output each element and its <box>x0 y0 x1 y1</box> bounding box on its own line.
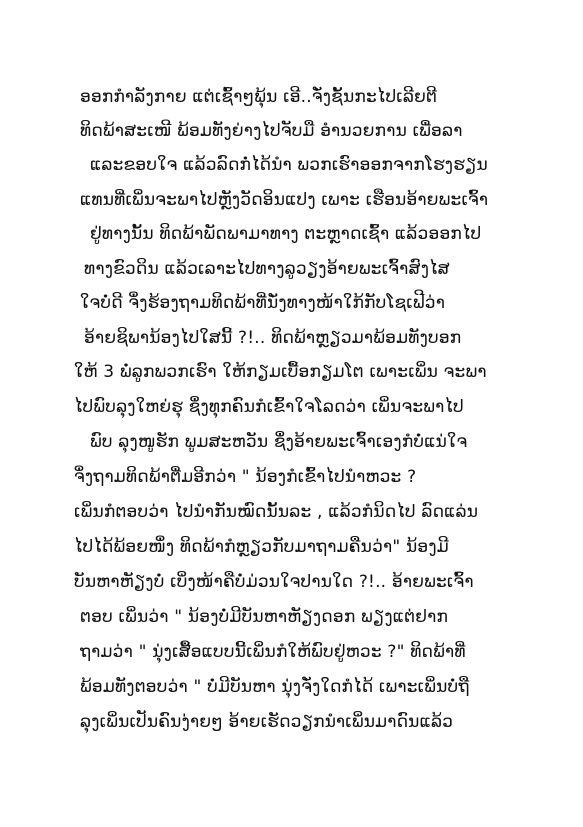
text-line-3: ແລະຂອບໃຈ ແລ້ວລົດກໍ່ໄດ້ນຳ ພວກເຮົາອອກຈາກໂຮງຮຽນ <box>90 155 488 175</box>
text-line-17: ຖາມວ່າ " ນຸ່ງເສື້ອແບບນີ້ເພິ່ນກໍໃຫ້ພົບຢູ່ຫວະ ?" ທິດພ້າທີ່ <box>80 642 466 662</box>
text-line-7: ໃຈບໍ່ດີ ຈຶ່ງຮ້ອງຖາມທິດພ້າທີ່ນັ່ງທາງໜ້າໃກ້ກັບໂຊເຟີວ່າ <box>80 293 446 313</box>
text-line-8: ອ້າຍຊິພານ້ອງໄປໃສນີ້ ?!.. ທິດພ້າຫຼຽວມາພ້ອມທັງບອກ <box>84 328 462 348</box>
text-line-10: ໄປພົບລຸງໃຫຍ່ຮຸ ຊຶ່ງທຸກຄົນກໍເຂົ້າໃຈໂລດວ່າ ເພິ່ນຈະພາໄປ <box>74 397 464 417</box>
text-line-19: ລຸງເພິ່ນເປັນຄົນງ່າຍໆ ອ້າຍເຮັດວຽກນຳເພິ່ນມາດົນແລ້ວ <box>80 712 454 732</box>
text-line-4: ແທນທີ່ເພິ່ນຈະພາໄປຫຼັງວັດອິນແປງ ເພາະ ເຮືອນອ້າຍພະເຈົ້າ <box>80 190 489 210</box>
text-line-11: ພົບ ລຸງໜູຮັກ ພູມສະຫວັນ ຊຶ່ງອ້າຍພະເຈົ້າເອງກໍບໍ່ແນ່ໃຈ <box>90 432 468 452</box>
text-line-18: ພ້ອມທັງຕອບວ່າ " ບໍ່ມີບັນຫາ ນຸ່ງຈັ່ງໃດກໍໄດ້ ເພາະເພິ່ນບໍ່ຖື <box>80 677 470 697</box>
text-line-5: ຢູ່ທາງນັ້ນ ທິດພ້າພັດພາມາທາງ ຕະຫຼາດເຊົ້າ ແລ້ວອອກໄປ <box>90 224 482 244</box>
text-line-13: ເພິ່ນກໍຕອບວ່າ ໄປນຳກັນໝົດນັ້ນລະ , ແລ້ວກໍນິດໄປ ລົດແລ່ນ <box>74 502 479 522</box>
text-line-16: ຕອບ ເພິ່ນວ່າ " ນ້ອງບໍ່ມີບັນຫາຫັຽງດອກ ພຽງແຕ່ຢາກ <box>80 607 449 627</box>
text-line-12: ຈຶ່ງຖາມທິດພ້າຕື່ມອີກວ່າ " ນ້ອງກໍເຂົ້າໄປນຳຫວະ ? <box>74 467 417 487</box>
text-line-1: ອອກກຳລັງກາຍ ແຕ່ເຊົ້າໆພຸ້ນ ເອີ..ຈັ່ງຊັ້ນກະໄປເລີຍຕີ <box>80 87 438 107</box>
text-line-9: ໃຫ້ 3 ພໍ່ລູກພວກເຮົາ ໃຫ້ກຽມເບື້ອກຽມໂຕ ເພາະເພິ່ນ ຈະພາ <box>74 362 487 382</box>
text-line-15: ບັນຫາຫັຽງບໍ່ ເບິ່ງໜ້າຄືບໍ່ມ່ວນໃຈປານໃດ ?!.. ອ້າຍພະເຈົ້າ <box>74 572 474 592</box>
text-line-6: ທາງຂົວດິນ ແລ້ວເລາະໄປທາງລູວຽງອ້າຍພະເຈົ້າສົງໄສ <box>84 259 450 279</box>
text-line-14: ໄປໄດ້ພ້ອຍໜຶ່ງ ທິດພ້າກໍຫຼຽວກັບມາຖາມຄືນວ່າ" ນ້ອງມີ <box>74 537 449 557</box>
text-line-2: ທິດພ້າສະເໜີ ພ້ອມທັງຍ່າງໄປຈັບມື ອຳນວຍການ ເພື່ອລາ <box>80 121 463 141</box>
